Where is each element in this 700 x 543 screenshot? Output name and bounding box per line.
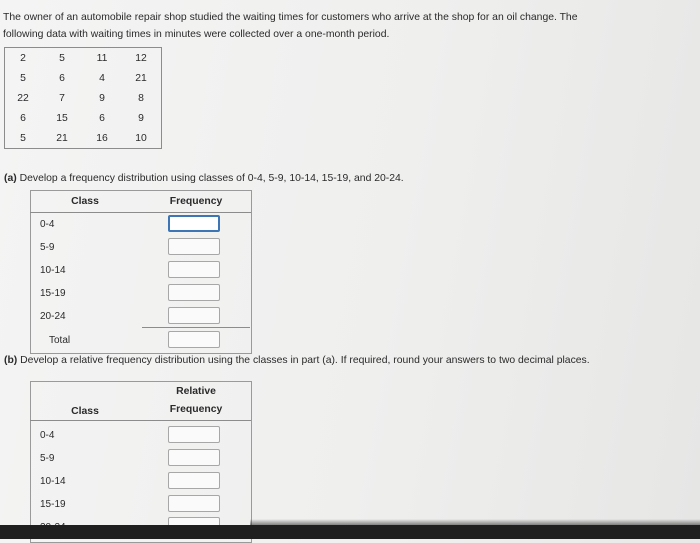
part-a-label: (a) [4, 173, 17, 184]
data-row [5, 48, 162, 69]
part-a-question [4, 173, 404, 184]
intro-line-2: following data with waiting times in minutes were collected over a one-month period. [3, 29, 390, 40]
rel-col-frequency: Frequency [169, 404, 223, 415]
rel-row-label: 5-9 [40, 453, 55, 464]
data-cell: 9 [99, 92, 105, 104]
data-cell: 12 [135, 52, 147, 64]
data-cell: 7 [59, 92, 65, 104]
frequency-input-15-19[interactable] [168, 284, 220, 301]
rel-row-label: 15-19 [40, 499, 66, 510]
frequency-input-0-4[interactable] [168, 215, 220, 232]
relative-input-10-14[interactable] [168, 472, 220, 489]
frequency-input-5-9[interactable] [168, 238, 220, 255]
data-cell: 22 [17, 92, 29, 104]
frequency-input-total[interactable] [168, 331, 220, 348]
freq-row-label: 20-24 [40, 311, 66, 322]
waiting-times-table [4, 47, 162, 149]
data-cell: 4 [99, 72, 105, 84]
relative-input-15-19[interactable] [168, 495, 220, 512]
freq-row-label: 15-19 [40, 288, 66, 299]
frequency-input-10-14[interactable] [168, 261, 220, 278]
freq-row-label: 5-9 [40, 242, 55, 253]
data-cell: 5 [20, 72, 26, 84]
data-cell: 6 [59, 72, 65, 84]
part-b-label: (b) [4, 355, 18, 366]
relative-input-0-4[interactable] [168, 426, 220, 443]
rel-col-class: Class [71, 406, 99, 417]
data-cell: 9 [138, 112, 144, 124]
data-cell: 2 [20, 52, 26, 64]
data-cell: 21 [135, 72, 147, 84]
freq-row-label: 10-14 [40, 265, 66, 276]
data-cell: 15 [56, 112, 68, 124]
part-a-text: Develop a frequency distribution using classes of 0-4, 5-9, 10-14, 15-19, and 20-24. [16, 173, 404, 184]
data-row [5, 128, 162, 149]
data-cell: 8 [138, 92, 144, 104]
problem-intro [3, 9, 683, 43]
relative-input-5-9[interactable] [168, 449, 220, 466]
rel-row-label: 0-4 [40, 430, 55, 441]
part-b-question [4, 355, 590, 366]
frequency-table-header-rule [30, 212, 251, 213]
data-row [5, 88, 162, 108]
freq-col-frequency: Frequency [169, 196, 223, 207]
freq-row-label: 0-4 [40, 219, 55, 230]
data-cell: 21 [56, 132, 68, 144]
data-cell: 5 [20, 132, 26, 144]
intro-line-1: The owner of an automobile repair shop studied the waiting times for customers who arrive at the shop for an oil change. The [3, 12, 578, 23]
screen-bezel [0, 525, 700, 539]
data-cell: 10 [135, 132, 147, 144]
total-rule [142, 327, 250, 328]
freq-col-class: Class [71, 196, 99, 207]
data-cell: 11 [96, 52, 108, 64]
freq-total-label: Total [49, 335, 71, 346]
data-cell: 6 [20, 112, 26, 124]
data-cell: 6 [99, 112, 105, 124]
data-row [5, 68, 162, 88]
rel-col-relative: Relative [176, 386, 216, 397]
part-b-text: Develop a relative frequency distribution using the classes in part (a). If required, round your answers to two decimal places. [17, 355, 590, 366]
relative-table-header-rule [30, 420, 251, 421]
rel-row-label: 10-14 [40, 476, 66, 487]
data-cell: 5 [59, 52, 65, 64]
data-cell: 16 [96, 132, 108, 144]
data-row [5, 108, 162, 128]
frequency-input-20-24[interactable] [168, 307, 220, 324]
